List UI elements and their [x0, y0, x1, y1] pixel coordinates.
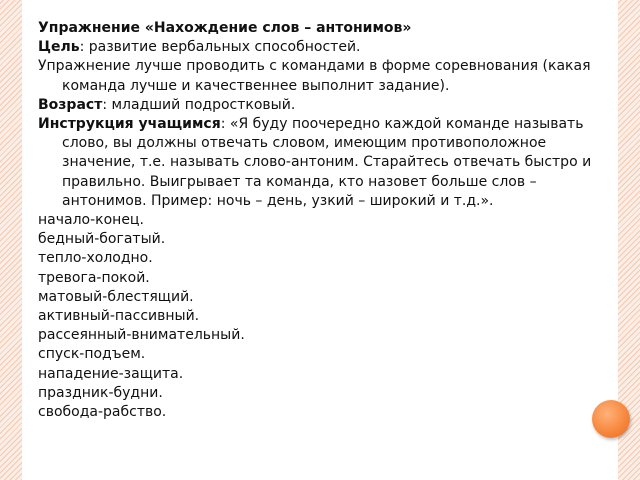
word-pair-item: рассеянный-внимательный.	[38, 327, 245, 344]
decorative-border-left	[0, 0, 22, 480]
goal-paragraph	[38, 38, 613, 57]
word-pair-item: активный-пассивный.	[38, 308, 200, 325]
word-pair-item: тревога-покой.	[38, 269, 150, 286]
instruction-text: : «Я буду поочередно каждой команде называть слово, вы должны отвечать словом, имеющим противоположное значение, т.е. называть слово-антоним. Старайтесь отвечать быстро и правильно. Выигрывает та команда, кто назовет больше слов – антонимов. Пример: ночь – день, узкий – широкий и т.д.».	[62, 116, 592, 209]
word-pair-item: нападение-защита.	[38, 365, 184, 382]
goal-text: : развитие вербальных способностей.	[79, 39, 361, 56]
slide	[22, 0, 618, 480]
word-pair-item: начало-конец.	[38, 212, 144, 229]
age-text: : младший подростковый.	[102, 96, 296, 113]
word-pair-item: тепло-холодно.	[38, 250, 153, 267]
orange-circle-icon	[592, 400, 630, 438]
word-pair-item: праздник-будни.	[38, 384, 163, 401]
slide-content	[38, 19, 613, 422]
age-paragraph	[38, 96, 613, 115]
word-pair-item: свобода-рабство.	[38, 404, 167, 421]
goal-label: Цель	[38, 39, 80, 56]
instruction-paragraph	[38, 115, 613, 211]
instruction-label: Инструкция учащимся	[38, 116, 221, 133]
exercise-title: Упражнение «Нахождение слов – антонимов»	[38, 20, 412, 36]
word-pair-item: матовый-блестящий.	[38, 288, 194, 305]
age-label: Возраст	[38, 96, 103, 113]
word-pair-item: спуск-подъем.	[38, 346, 146, 363]
word-pair-item: бедный-богатый.	[38, 231, 166, 248]
competition-note: Упражнение лучше проводить с командами в форме соревнования (какая команда лучше и качественнее выполнит задание).	[38, 58, 591, 94]
